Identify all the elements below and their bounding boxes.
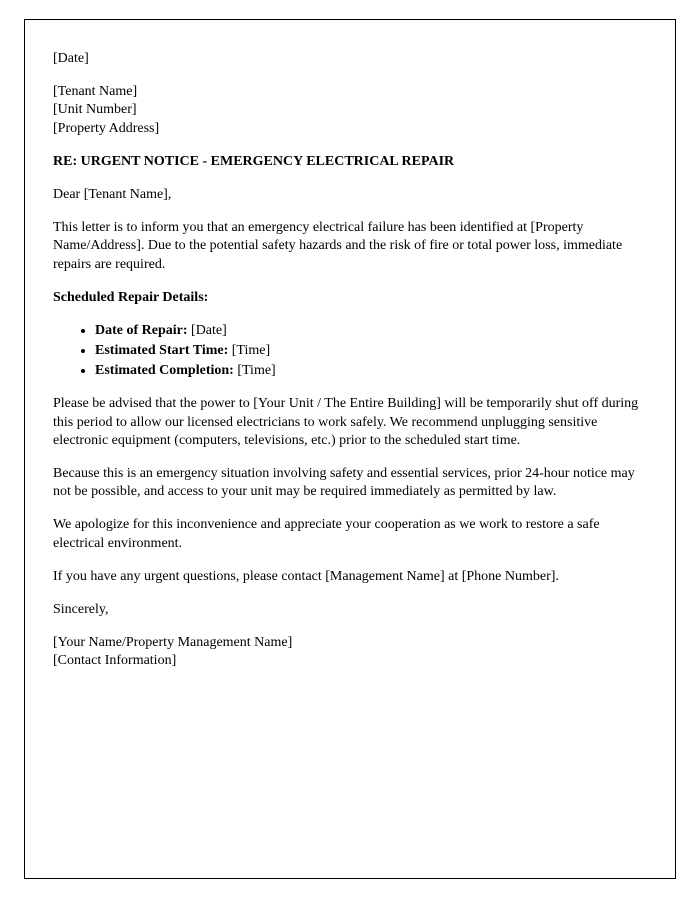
salutation: Dear [Tenant Name],	[53, 186, 172, 202]
signature-contact-line: [Contact Information]	[53, 653, 177, 669]
paragraph-power-shutoff: Please be advised that the power to [Your Unit / The Entire Building] will be temporarily shut off during this period to allow our licensed electricians to work safely. We recommend unplugging sensitive electronic equipment (computers, televisions, etc.) prior to the scheduled start time.	[53, 396, 639, 448]
repair-details-heading: Scheduled Repair Details:	[53, 289, 209, 305]
detail-value: [Time]	[237, 363, 276, 379]
list-item	[95, 322, 647, 340]
letter-page	[24, 19, 676, 879]
repair-details-list	[53, 322, 647, 381]
subject-line: RE: URGENT NOTICE - EMERGENCY ELECTRICAL REPAIR	[53, 153, 455, 169]
recipient-name-line: [Tenant Name]	[53, 84, 138, 100]
detail-value: [Date]	[191, 322, 227, 338]
recipient-property-line: [Property Address]	[53, 120, 160, 136]
recipient-address-block	[53, 83, 647, 138]
paragraph-apology: We apologize for this inconvenience and appreciate your cooperation as we work to restore a safe electrical environment.	[53, 517, 600, 551]
date-line: [Date]	[53, 51, 89, 66]
signature-name-line: [Your Name/Property Management Name]	[53, 635, 293, 651]
recipient-unit-line: [Unit Number]	[53, 102, 137, 118]
paragraph-intro: This letter is to inform you that an emergency electrical failure has been identified at [Property Name/Address]. Due to the potential safety hazards and the risk of fire or total power loss, immediate repairs are required.	[53, 220, 623, 272]
signature-block	[53, 634, 647, 670]
list-item	[95, 362, 647, 380]
detail-label: Estimated Completion:	[95, 363, 234, 379]
detail-label: Estimated Start Time:	[95, 343, 229, 359]
paragraph-emergency-notice: Because this is an emergency situation involving safety and essential services, prior 24-hour notice may not be possible, and access to your unit may be required immediately as permitted by law.	[53, 466, 635, 500]
list-item	[95, 342, 647, 360]
closing: Sincerely,	[53, 601, 109, 617]
paragraph-contact: If you have any urgent questions, please contact [Management Name] at [Phone Number].	[53, 568, 559, 584]
detail-label: Date of Repair:	[95, 322, 188, 338]
detail-value: [Time]	[231, 343, 271, 359]
